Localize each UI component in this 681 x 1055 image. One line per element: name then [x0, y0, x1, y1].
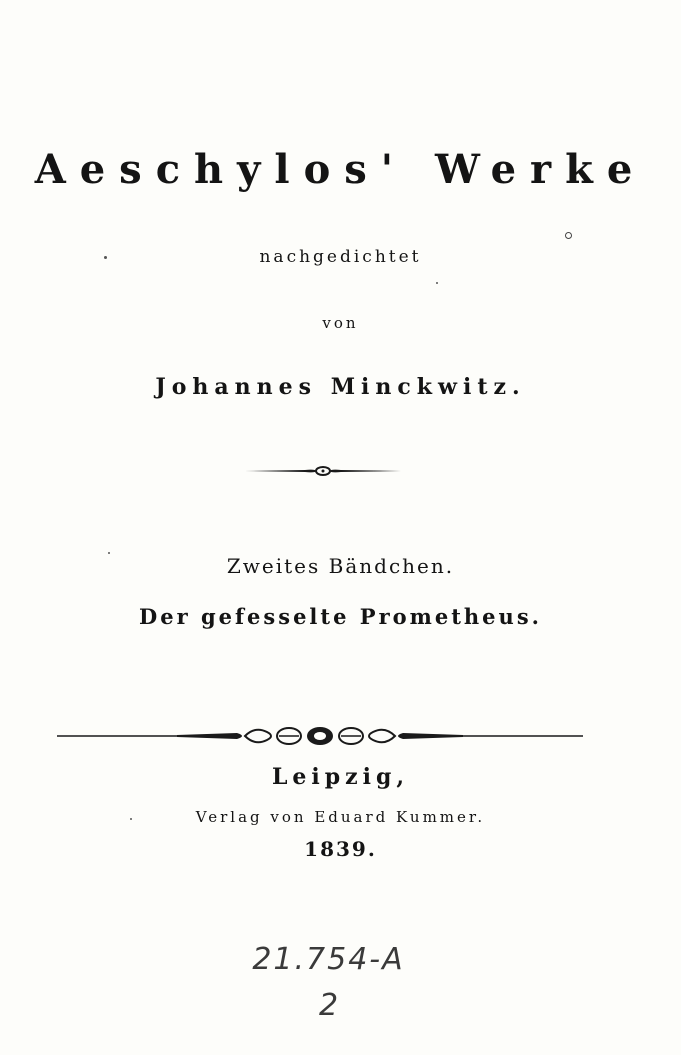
paper-speck: [108, 552, 110, 554]
library-volume-number: 2: [318, 988, 339, 1023]
paper-speck: [104, 256, 107, 259]
place-of-publication: Leipzig,: [271, 764, 410, 790]
author-name: Johannes Minckwitz.: [155, 374, 526, 400]
paper-speck: [565, 232, 572, 239]
decorative-rule-ornament: [57, 722, 583, 750]
paper-speck: [130, 818, 132, 820]
library-call-number: 21.754-A: [252, 942, 405, 977]
publication-year: 1839.: [304, 837, 377, 861]
by-line: von: [322, 314, 359, 332]
paper-speck: [436, 282, 438, 284]
work-title: Der gefesselte Prometheus.: [139, 604, 542, 629]
small-rule-ornament: [245, 464, 401, 478]
book-title: Aeschylos' Werke: [34, 146, 647, 193]
volume-label: Zweites Bändchen.: [226, 554, 455, 578]
subtitle: nachgedichtet: [259, 247, 422, 267]
publisher-line: Verlag von Eduard Kummer.: [195, 808, 486, 826]
